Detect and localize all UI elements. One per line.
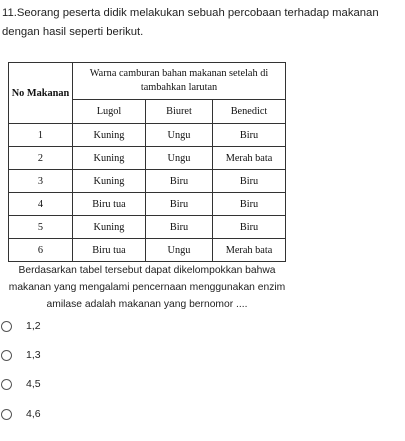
cell-biuret: Biru: [146, 170, 213, 193]
option-label: 4,6: [26, 408, 41, 420]
cell-lugol: Kuning: [73, 170, 146, 193]
table-header-row: [9, 63, 286, 100]
radio-circle-icon[interactable]: [1, 321, 12, 332]
option-label: 1,2: [26, 320, 41, 332]
results-table: [8, 62, 286, 262]
cell-lugol: Biru tua: [73, 193, 146, 216]
cell-biuret: Biru: [146, 193, 213, 216]
cell-lugol: Kuning: [73, 124, 146, 147]
cell-benedict: Merah bata: [213, 147, 286, 170]
option-a[interactable]: [0, 318, 41, 334]
header-benedict: Benedict: [213, 100, 286, 124]
table-row: [9, 216, 286, 239]
cell-biuret: Ungu: [146, 147, 213, 170]
cell-benedict: Biru: [213, 216, 286, 239]
header-no-makanan: No Makanan: [9, 63, 73, 124]
option-c[interactable]: [0, 376, 41, 392]
cell-biuret: Biru: [146, 216, 213, 239]
radio-circle-icon[interactable]: [1, 409, 12, 420]
cell-benedict: Biru: [213, 124, 286, 147]
table-row: [9, 124, 286, 147]
table-row: [9, 239, 286, 262]
question-text: 11.Seorang peserta didik melakukan sebuah percobaan terhadap makanan dengan hasil seperti berikut.: [2, 7, 379, 38]
header-biuret: Biuret: [146, 100, 213, 124]
cell-no: 2: [9, 147, 73, 170]
cell-no: 6: [9, 239, 73, 262]
header-color-result: Warna camburan bahan makanan setelah di tambahkan larutan: [73, 63, 286, 100]
question-prompt: Berdasarkan tabel tersebut dapat dikelompokkan bahwa makanan yang mengalami pencernaan menggunakan enzim amilase adalah makanan yang bernomor ....: [8, 265, 286, 310]
header-lugol: Lugol: [73, 100, 146, 124]
table-row: [9, 147, 286, 170]
option-label: 1,3: [26, 349, 41, 361]
cell-no: 1: [9, 124, 73, 147]
cell-no: 5: [9, 216, 73, 239]
table-row: [9, 170, 286, 193]
cell-benedict: Merah bata: [213, 239, 286, 262]
option-b[interactable]: [0, 347, 41, 363]
option-label: 4,5: [26, 378, 41, 390]
cell-benedict: Biru: [213, 170, 286, 193]
cell-biuret: Ungu: [146, 239, 213, 262]
cell-no: 4: [9, 193, 73, 216]
radio-circle-icon[interactable]: [1, 379, 12, 390]
radio-circle-icon[interactable]: [1, 350, 12, 361]
table-row: [9, 193, 286, 216]
cell-lugol: Biru tua: [73, 239, 146, 262]
cell-lugol: Kuning: [73, 216, 146, 239]
cell-biuret: Ungu: [146, 124, 213, 147]
cell-benedict: Biru: [213, 193, 286, 216]
cell-no: 3: [9, 170, 73, 193]
cell-lugol: Kuning: [73, 147, 146, 170]
option-d[interactable]: [0, 406, 41, 422]
